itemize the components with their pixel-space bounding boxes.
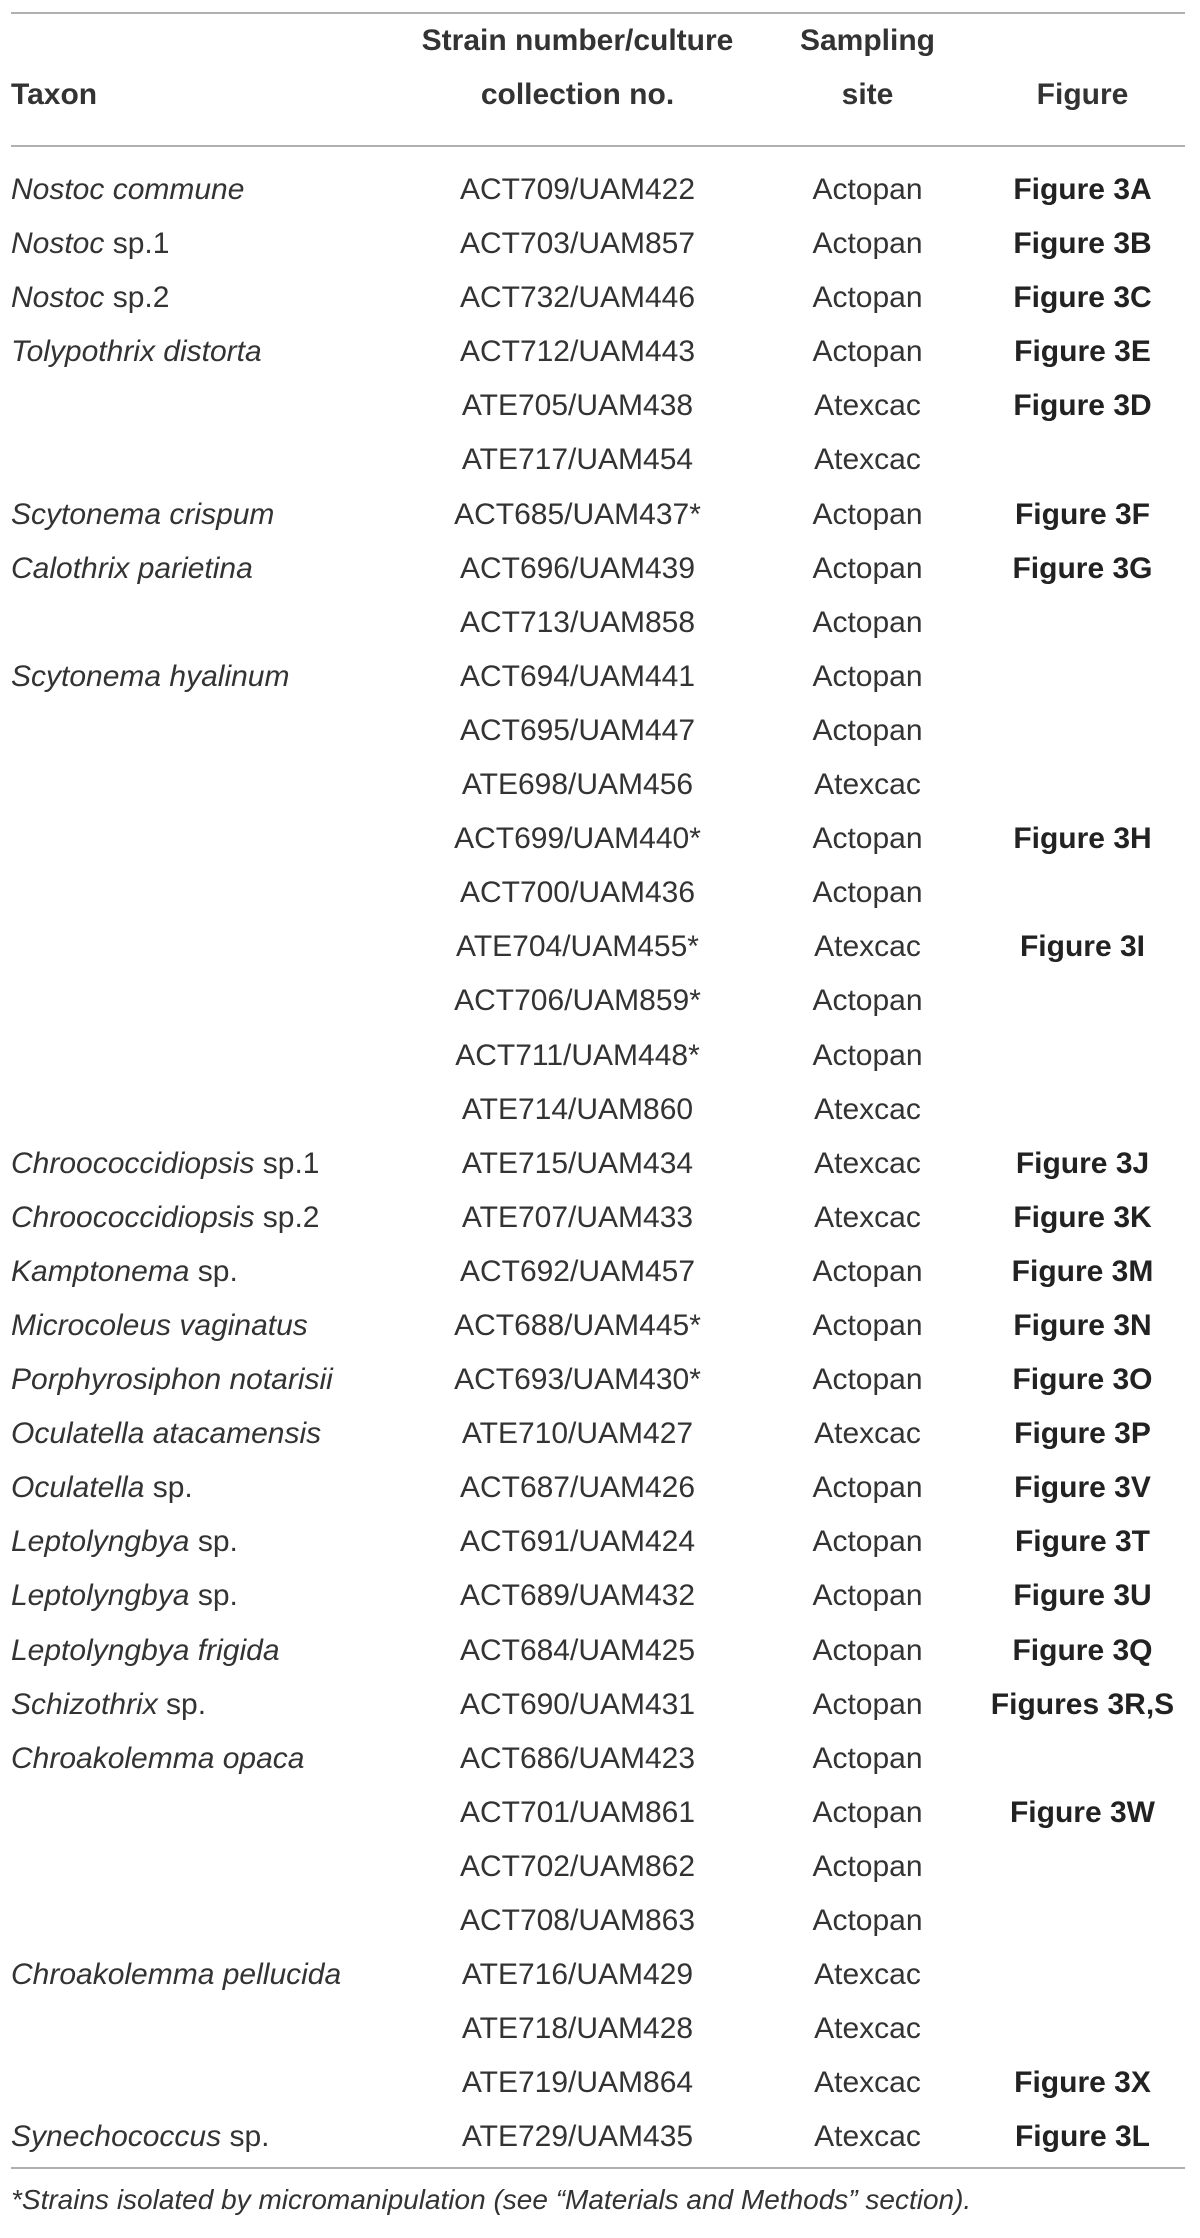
table-row xyxy=(0,758,1200,812)
sampling-site-cell: Actopan xyxy=(812,822,923,856)
strain-cell: ATE710/UAM427 xyxy=(461,1417,694,1451)
taxon-name-italic: Oculatella atacamensis xyxy=(11,1417,322,1451)
header-site-line1: Sampling xyxy=(799,24,935,57)
sampling-site-cell: Actopan xyxy=(812,713,923,747)
taxon-name-italic: Scytonema hyalinum xyxy=(11,659,290,693)
strain-cell: ACT686/UAM423 xyxy=(459,1741,696,1775)
sampling-site-cell: Actopan xyxy=(812,1849,923,1883)
table-row xyxy=(0,2056,1200,2110)
table-row xyxy=(0,1948,1200,2002)
table-row xyxy=(0,1840,1200,1894)
table-row xyxy=(0,1569,1200,1623)
taxon-name-suffix: sp.1 xyxy=(104,227,170,261)
sampling-site-cell: Actopan xyxy=(812,1471,923,1505)
header-figure xyxy=(960,68,1200,122)
table-row xyxy=(0,1461,1200,1515)
taxon-cell xyxy=(11,1407,321,1461)
table-row xyxy=(0,650,1200,704)
strain-cell: ATE716/UAM429 xyxy=(461,1958,694,1992)
strain-cell: ATE717/UAM454 xyxy=(461,443,694,477)
table-row xyxy=(0,163,1200,217)
strain-cell: ACT684/UAM425 xyxy=(459,1633,696,1667)
table-row xyxy=(0,1624,1200,1678)
sampling-site-cell: Actopan xyxy=(812,1254,923,1288)
figure-cell: Figure 3L xyxy=(1014,2120,1150,2154)
table-row xyxy=(0,2110,1200,2164)
taxon-cell xyxy=(11,1461,193,1515)
strain-cell: ACT690/UAM431 xyxy=(459,1687,696,1721)
strain-cell: ATE704/UAM455* xyxy=(456,930,699,964)
sampling-site-cell: Atexcac xyxy=(814,2066,921,2100)
figure-cell: Figure 3H xyxy=(1013,822,1152,856)
taxon-name-suffix: sp. xyxy=(221,2120,270,2154)
taxon-name-italic: Chroococcidiopsis xyxy=(11,1146,255,1180)
strain-cell: ACT706/UAM859* xyxy=(454,984,701,1018)
sampling-site-cell: Atexcac xyxy=(814,1417,921,1451)
table-row xyxy=(0,542,1200,596)
table-footnote: *Strains isolated by micromanipulation (see “Materials and Methods” section). xyxy=(11,2184,972,2215)
sampling-site-cell: Actopan xyxy=(812,984,923,1018)
taxon-name-suffix: sp.2 xyxy=(104,281,170,315)
table-row xyxy=(0,920,1200,974)
strain-cell: ACT709/UAM422 xyxy=(459,173,696,206)
header-site-line2: site xyxy=(841,78,894,111)
taxon-cell xyxy=(11,1569,238,1623)
taxon-name-italic: Schizothrix xyxy=(11,1687,158,1721)
strain-cell: ACT700/UAM436 xyxy=(459,876,696,910)
strain-cell: ACT693/UAM430* xyxy=(454,1363,701,1397)
strain-cell: ACT702/UAM862 xyxy=(459,1849,696,1883)
sampling-site-cell: Actopan xyxy=(812,173,923,206)
strain-cell: ATE719/UAM864 xyxy=(461,2066,694,2100)
table-row xyxy=(0,217,1200,271)
figure-cell: Figure 3U xyxy=(1013,1579,1152,1613)
table-row xyxy=(0,1894,1200,1948)
table-row xyxy=(0,1353,1200,1407)
taxon-cell xyxy=(11,1353,333,1407)
taxon-cell xyxy=(11,1137,320,1191)
table-row xyxy=(0,704,1200,758)
strain-cell: ACT732/UAM446 xyxy=(459,281,696,315)
taxon-name-italic: Scytonema crispum xyxy=(11,497,275,531)
sampling-site-cell: Actopan xyxy=(812,1363,923,1397)
table-header-rule xyxy=(11,145,1185,147)
sampling-site-cell: Atexcac xyxy=(814,930,921,964)
sampling-site-cell: Actopan xyxy=(812,1525,923,1559)
sampling-site-cell: Actopan xyxy=(812,876,923,910)
sampling-site-cell: Actopan xyxy=(812,1579,923,1613)
figure-cell: Figure 3I xyxy=(1019,930,1146,964)
table-row xyxy=(0,596,1200,650)
table-header xyxy=(0,24,1200,136)
taxon-name-italic: Synechococcus xyxy=(11,2120,222,2154)
table-row xyxy=(0,812,1200,866)
taxon-cell xyxy=(11,1732,304,1786)
figure-cell: Figure 3F xyxy=(1014,497,1150,531)
taxon-cell xyxy=(11,1245,238,1299)
sampling-site-cell: Atexcac xyxy=(814,1958,921,1992)
taxon-cell xyxy=(11,325,262,379)
header-taxon xyxy=(11,68,97,122)
sampling-site-cell: Actopan xyxy=(812,1795,923,1829)
figure-cell: Figure 3T xyxy=(1014,1525,1150,1559)
strain-cell: ACT701/UAM861 xyxy=(459,1795,696,1829)
sampling-site-cell: Actopan xyxy=(812,1308,923,1342)
taxon-name-italic: Leptolyngbya xyxy=(11,1579,190,1613)
figure-cell: Figure 3O xyxy=(1012,1363,1153,1397)
table-row xyxy=(0,271,1200,325)
taxon-name-italic: Calothrix parietina xyxy=(11,551,253,585)
taxon-name-italic: Chroakolemma opaca xyxy=(11,1741,305,1775)
sampling-site-cell: Atexcac xyxy=(814,1146,921,1180)
taxon-cell xyxy=(11,1624,280,1678)
strain-cell: ACT711/UAM448* xyxy=(455,1038,700,1072)
taxon-name-italic: Chroakolemma pellucida xyxy=(11,1958,342,1992)
table-body xyxy=(0,163,1200,2164)
taxon-cell xyxy=(11,163,244,217)
figure-cell: Figure 3J xyxy=(1015,1146,1150,1180)
strain-cell: ACT695/UAM447 xyxy=(459,713,696,747)
taxon-cell xyxy=(11,1948,341,2002)
taxon-cell xyxy=(11,2110,269,2164)
taxon-name-italic: Tolypothrix distorta xyxy=(11,335,262,369)
figure-cell: Figure 3K xyxy=(1013,1200,1152,1234)
taxon-cell xyxy=(11,1299,308,1353)
sampling-site-cell: Actopan xyxy=(812,1741,923,1775)
strain-cell: ATE714/UAM860 xyxy=(461,1092,694,1126)
figure-cell: Figures 3R,S xyxy=(990,1687,1175,1721)
figure-cell: Figure 3E xyxy=(1014,335,1151,369)
strain-cell: ACT689/UAM432 xyxy=(459,1579,696,1613)
table-row xyxy=(0,1515,1200,1569)
taxon-cell xyxy=(11,217,169,271)
taxon-name-italic: Nostoc commune xyxy=(11,173,245,206)
strain-cell: ATE705/UAM438 xyxy=(461,389,694,423)
sampling-site-cell: Actopan xyxy=(812,281,923,315)
taxon-name-suffix: sp. xyxy=(189,1579,238,1613)
taxon-name-italic: Nostoc xyxy=(11,227,105,261)
table-row xyxy=(0,1083,1200,1137)
strain-cell: ACT703/UAM857 xyxy=(459,227,696,261)
strain-cell: ACT685/UAM437* xyxy=(454,497,701,531)
strain-cell: ATE729/UAM435 xyxy=(461,2120,694,2154)
table-row xyxy=(0,488,1200,542)
sampling-site-cell: Actopan xyxy=(812,497,923,531)
figure-cell: Figure 3W xyxy=(1009,1795,1155,1829)
strain-cell: ACT712/UAM443 xyxy=(459,335,696,369)
sampling-site-cell: Atexcac xyxy=(814,389,921,423)
strain-cell: ATE707/UAM433 xyxy=(461,1200,694,1234)
taxon-name-italic: Leptolyngbya frigida xyxy=(11,1633,280,1667)
taxon-name-suffix: sp. xyxy=(189,1525,238,1559)
taxon-cell xyxy=(11,488,274,542)
header-taxon-label: Taxon xyxy=(11,78,98,111)
table-row xyxy=(0,974,1200,1028)
table-row xyxy=(0,379,1200,433)
taxon-name-italic: Chroococcidiopsis xyxy=(11,1200,255,1234)
taxon-name-suffix: sp. xyxy=(189,1254,238,1288)
strain-cell: ACT687/UAM426 xyxy=(459,1471,696,1505)
table-row xyxy=(0,433,1200,487)
taxon-cell xyxy=(11,1191,320,1245)
table-row xyxy=(0,1191,1200,1245)
taxon-cell xyxy=(11,542,253,596)
strain-cell: ACT694/UAM441 xyxy=(459,659,696,693)
figure-cell: Figure 3X xyxy=(1014,2066,1151,2100)
figure-cell: Figure 3G xyxy=(1012,551,1153,585)
table-row xyxy=(0,1029,1200,1083)
sampling-site-cell: Actopan xyxy=(812,1904,923,1937)
strain-cell: ATE715/UAM434 xyxy=(461,1146,694,1180)
table-row xyxy=(0,1137,1200,1191)
strain-cell: ACT708/UAM863 xyxy=(459,1904,696,1937)
sampling-site-cell: Atexcac xyxy=(814,2120,921,2154)
strain-cell: ACT696/UAM439 xyxy=(459,551,696,585)
taxon-name-italic: Kamptonema xyxy=(11,1254,190,1288)
sampling-site-cell: Actopan xyxy=(812,659,923,693)
figure-cell: Figure 3V xyxy=(1014,1471,1151,1505)
figure-cell: Figure 3N xyxy=(1013,1308,1152,1342)
table-row xyxy=(0,2002,1200,2056)
sampling-site-cell: Actopan xyxy=(812,605,923,639)
figure-cell: Figure 3D xyxy=(1013,389,1152,423)
sampling-site-cell: Atexcac xyxy=(814,1092,921,1126)
taxon-name-italic: Porphyrosiphon notarisii xyxy=(11,1363,333,1397)
table-bottom-rule xyxy=(11,2167,1185,2169)
figure-cell: Figure 3B xyxy=(1013,227,1152,261)
header-strain-line2: collection no. xyxy=(480,78,675,111)
strain-cell: ACT699/UAM440* xyxy=(454,822,701,856)
sampling-site-cell: Atexcac xyxy=(814,1200,921,1234)
taxon-name-suffix: sp. xyxy=(157,1687,207,1721)
sampling-site-cell: Atexcac xyxy=(814,2012,921,2046)
taxon-cell xyxy=(11,1515,238,1569)
strain-cell: ACT688/UAM445* xyxy=(454,1308,701,1342)
header-strain-line1: Strain number/culture xyxy=(421,24,734,57)
sampling-site-cell: Actopan xyxy=(812,1038,923,1072)
strain-cell: ACT713/UAM858 xyxy=(459,605,696,639)
header-site xyxy=(770,14,965,122)
sampling-site-cell: Actopan xyxy=(812,1633,923,1667)
table-row xyxy=(0,1678,1200,1732)
figure-cell: Figure 3P xyxy=(1014,1417,1151,1451)
sampling-site-cell: Atexcac xyxy=(814,768,921,802)
taxon-name-italic: Leptolyngbya xyxy=(11,1525,190,1559)
strain-cell: ATE718/UAM428 xyxy=(461,2012,694,2046)
figure-cell: Figure 3M xyxy=(1011,1254,1154,1288)
table-row xyxy=(0,1732,1200,1786)
taxon-name-suffix: sp.2 xyxy=(254,1200,320,1234)
figure-cell: Figure 3Q xyxy=(1012,1633,1153,1667)
sampling-site-cell: Atexcac xyxy=(814,443,921,477)
header-strain xyxy=(395,14,760,122)
strain-cell: ATE698/UAM456 xyxy=(461,768,694,802)
strain-cell: ACT692/UAM457 xyxy=(459,1254,696,1288)
taxon-name-italic: Microcoleus vaginatus xyxy=(11,1308,308,1342)
taxon-name-italic: Nostoc xyxy=(11,281,105,315)
table-row xyxy=(0,866,1200,920)
header-figure-label: Figure xyxy=(1036,78,1129,111)
taxon-name-italic: Oculatella xyxy=(11,1471,145,1505)
table-row xyxy=(0,1786,1200,1840)
taxon-cell xyxy=(11,271,169,325)
sampling-site-cell: Actopan xyxy=(812,335,923,369)
figure-cell: Figure 3A xyxy=(1013,173,1152,206)
sampling-site-cell: Actopan xyxy=(812,227,923,261)
sampling-site-cell: Actopan xyxy=(812,551,923,585)
taxon-name-suffix: sp. xyxy=(144,1471,193,1505)
taxon-cell xyxy=(11,650,289,704)
figure-cell: Figure 3C xyxy=(1013,281,1152,315)
strain-cell: ACT691/UAM424 xyxy=(459,1525,696,1559)
sampling-site-cell: Actopan xyxy=(812,1687,923,1721)
table-row xyxy=(0,1407,1200,1461)
table-row xyxy=(0,325,1200,379)
taxon-name-suffix: sp.1 xyxy=(254,1146,320,1180)
table-row xyxy=(0,1299,1200,1353)
table-row xyxy=(0,1245,1200,1299)
taxon-cell xyxy=(11,1678,206,1732)
